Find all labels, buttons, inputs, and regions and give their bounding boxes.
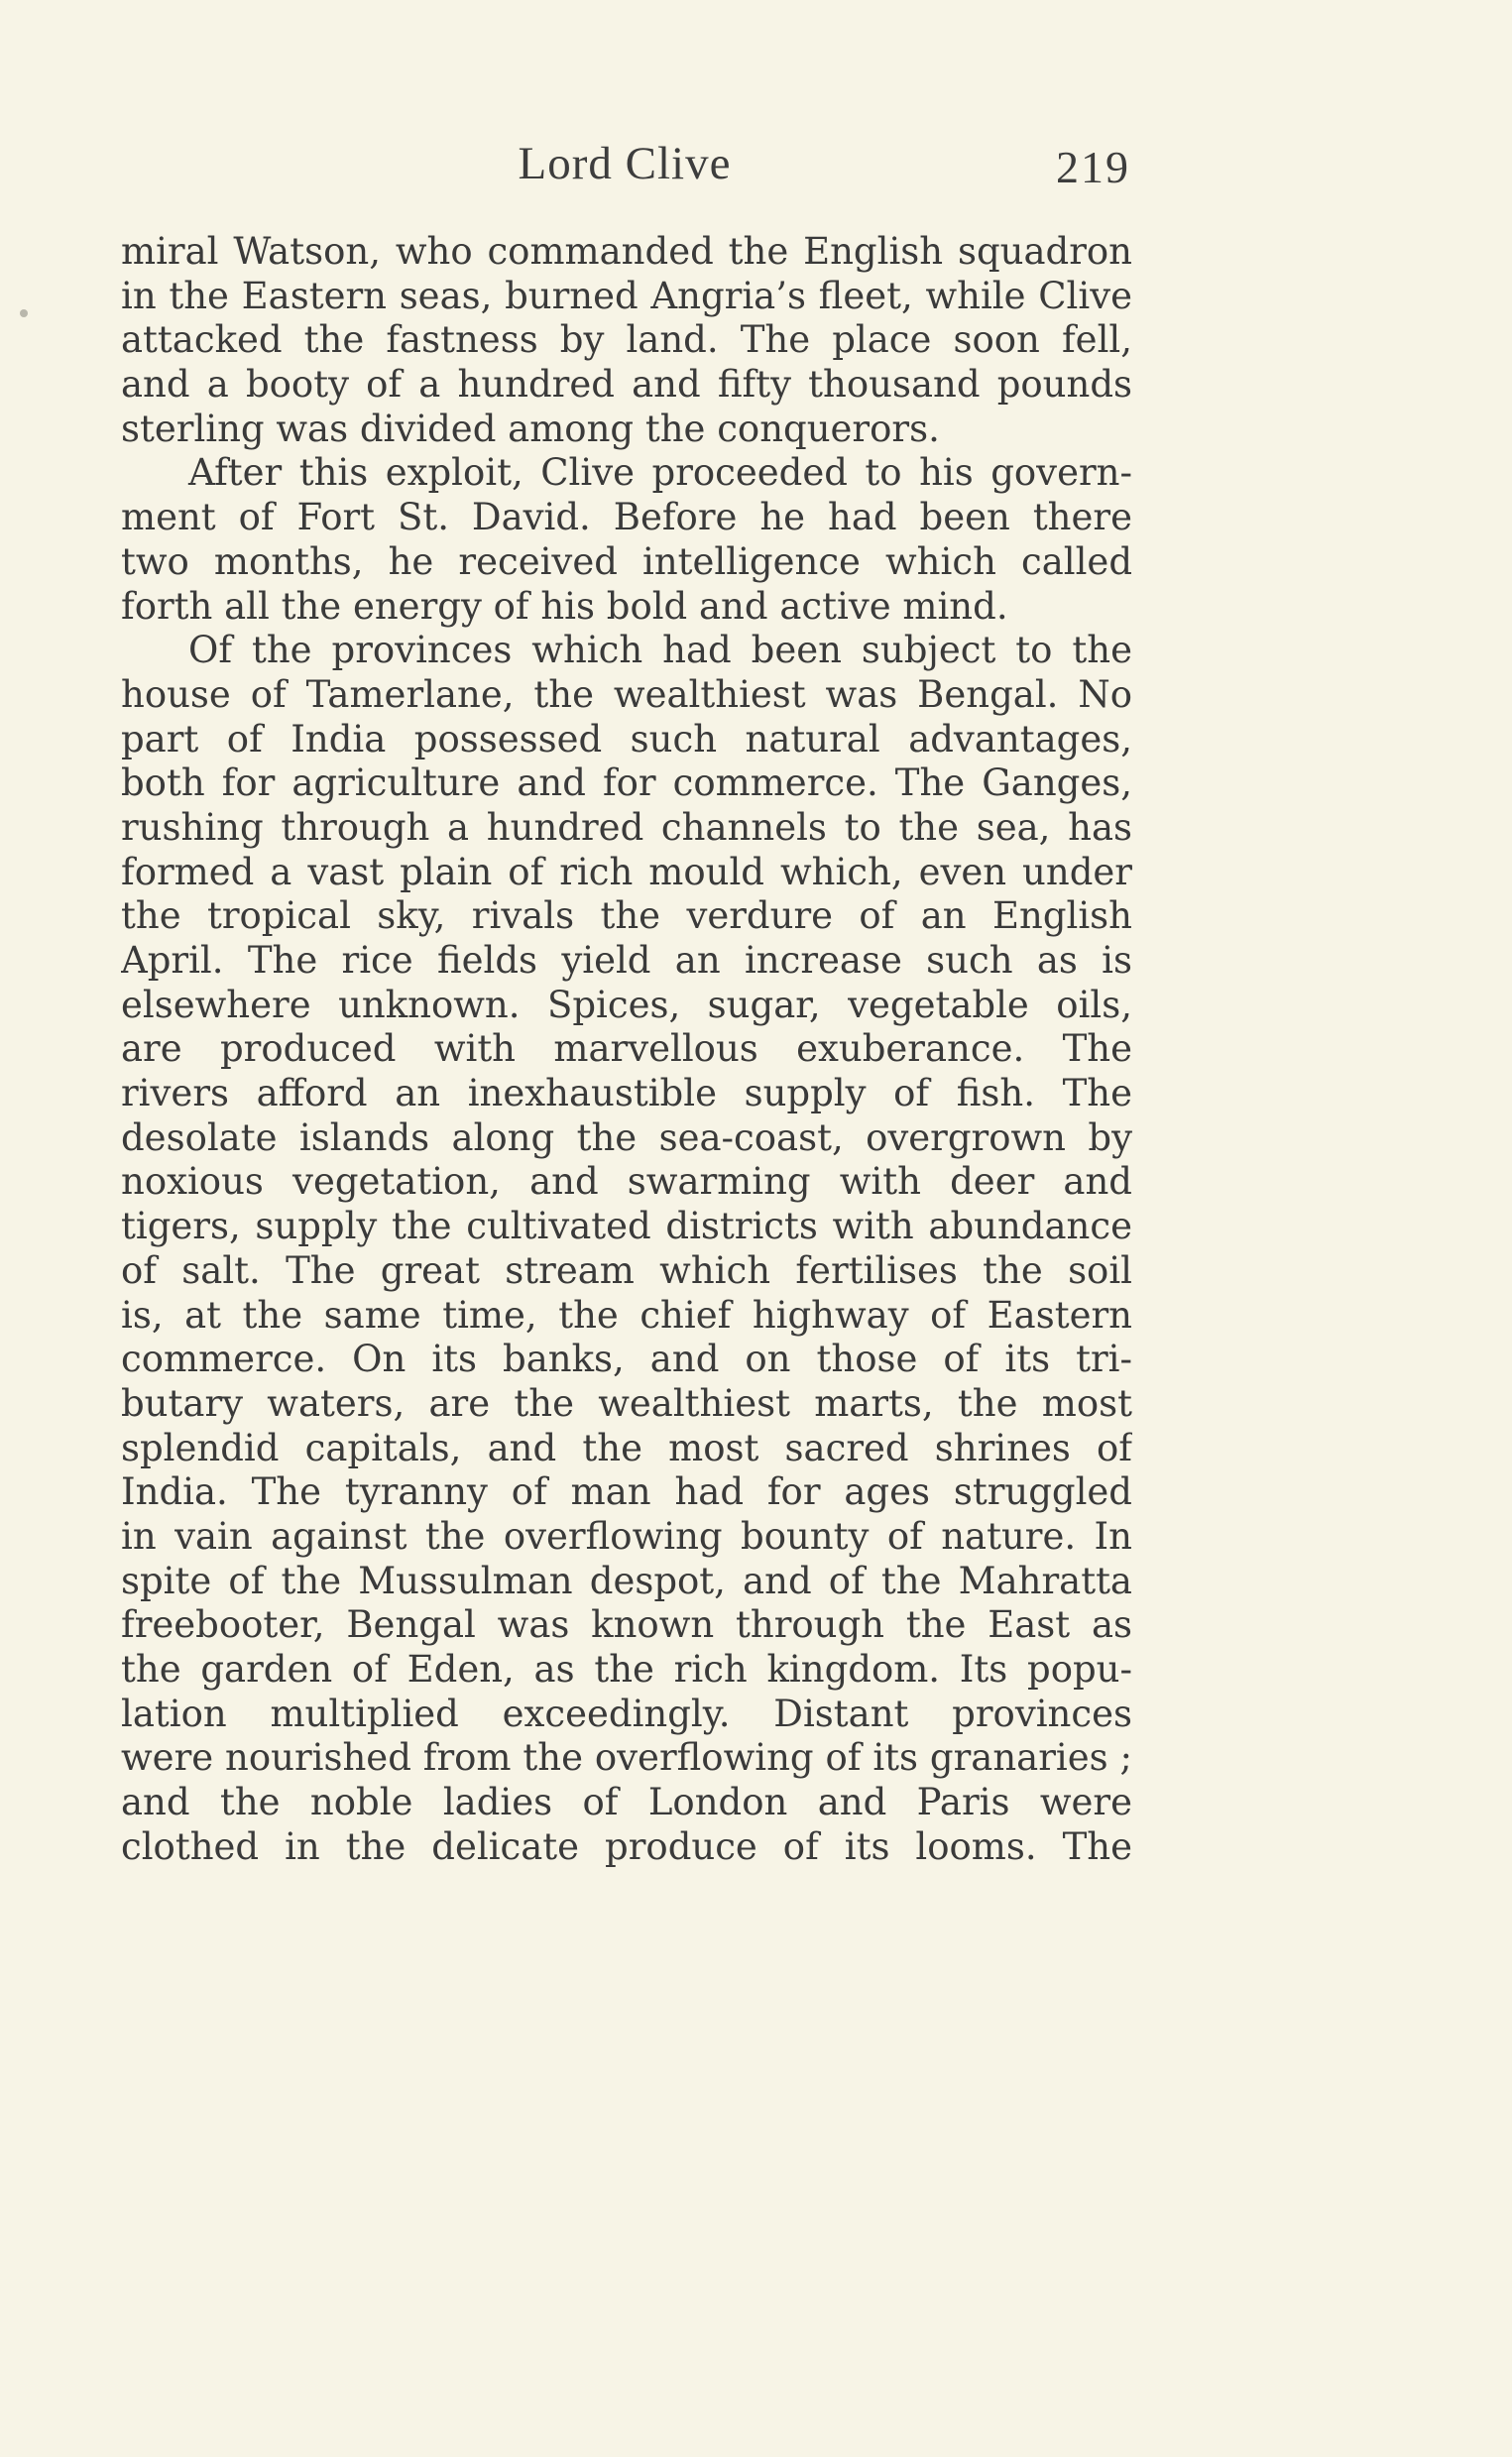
text-line: splendid capitals, and the most sacred shrines of: [121, 1426, 1132, 1469]
text-line: forth all the energy of his bold and active mind.: [121, 584, 1008, 628]
text-line: April. The rice fields yield an increase such as is: [121, 939, 1132, 982]
text-line: two months, he received intelligence which called: [121, 539, 1132, 583]
body-text: [121, 230, 1132, 1869]
text-line: attacked the fastness by land. The place soon fell,: [121, 318, 1132, 362]
text-line: commerce. On its banks, and on those of its tri-: [121, 1338, 1132, 1381]
running-head: [119, 137, 1130, 196]
paragraph: [121, 629, 1132, 1869]
text-line: noxious vegetation, and swarming with deer and: [121, 1160, 1132, 1204]
text-line: and the noble ladies of London and Paris were: [121, 1781, 1132, 1824]
text-line: house of Tamerlane, the wealthiest was Bengal. No: [121, 672, 1132, 716]
text-line: sterling was divided among the conquerors.: [121, 407, 940, 450]
text-line: and a booty of a hundred and fifty thousand pounds: [121, 363, 1132, 407]
text-line: the tropical sky, rivals the verdure of an English: [121, 894, 1132, 938]
text-line: freebooter, Bengal was known through the East as: [121, 1603, 1132, 1647]
text-line: in the Eastern seas, burned Angria’s fleet, while Clive: [121, 274, 1132, 317]
text-line: in vain against the overflowing bounty of nature. In: [121, 1514, 1132, 1558]
page-number: 219: [1056, 142, 1130, 192]
paper-speck: [20, 309, 28, 317]
text-line: the garden of Eden, as the rich kingdom. Its popu-: [121, 1648, 1132, 1691]
text-line: rushing through a hundred channels to the sea, has: [121, 805, 1132, 849]
running-title: Lord Clive: [518, 138, 732, 189]
text-line: miral Watson, who commanded the English squadron: [121, 230, 1132, 273]
text-line: India. The tyranny of man had for ages struggled: [121, 1470, 1132, 1514]
text-line: After this exploit, Clive proceeded to his govern-: [188, 451, 1132, 495]
paragraph: [121, 451, 1132, 629]
text-line: spite of the Mussulman despot, and of the Mahratta: [121, 1559, 1132, 1602]
text-line: elsewhere unknown. Spices, sugar, vegetable oils,: [121, 983, 1132, 1026]
text-line: desolate islands along the sea-coast, overgrown by: [121, 1115, 1132, 1159]
text-line: rivers afford an inexhaustible supply of fish. The: [121, 1072, 1132, 1115]
text-line: formed a vast plain of rich mould which, even under: [121, 850, 1132, 893]
text-line: part of India possessed such natural advantages,: [121, 717, 1132, 760]
text-line: of salt. The great stream which fertilises the soil: [121, 1248, 1132, 1292]
text-line: is, at the same time, the chief highway of Eastern: [121, 1293, 1132, 1337]
text-line: were nourished from the overflowing of its granaries ;: [121, 1736, 1132, 1780]
text-line: Of the provinces which had been subject to the: [188, 629, 1132, 672]
text-line: clothed in the delicate produce of its looms. The: [121, 1824, 1132, 1868]
text-line: ment of Fort St. David. Before he had been there: [121, 496, 1132, 539]
text-line: lation multiplied exceedingly. Distant provinces: [121, 1692, 1132, 1735]
text-line: tigers, supply the cultivated districts with abundance: [121, 1205, 1132, 1248]
paragraph: [121, 230, 1132, 451]
text-line: are produced with marvellous exuberance. The: [121, 1027, 1132, 1071]
text-line: butary waters, are the wealthiest marts, the most: [121, 1381, 1132, 1425]
text-line: both for agriculture and for commerce. The Ganges,: [121, 761, 1132, 805]
